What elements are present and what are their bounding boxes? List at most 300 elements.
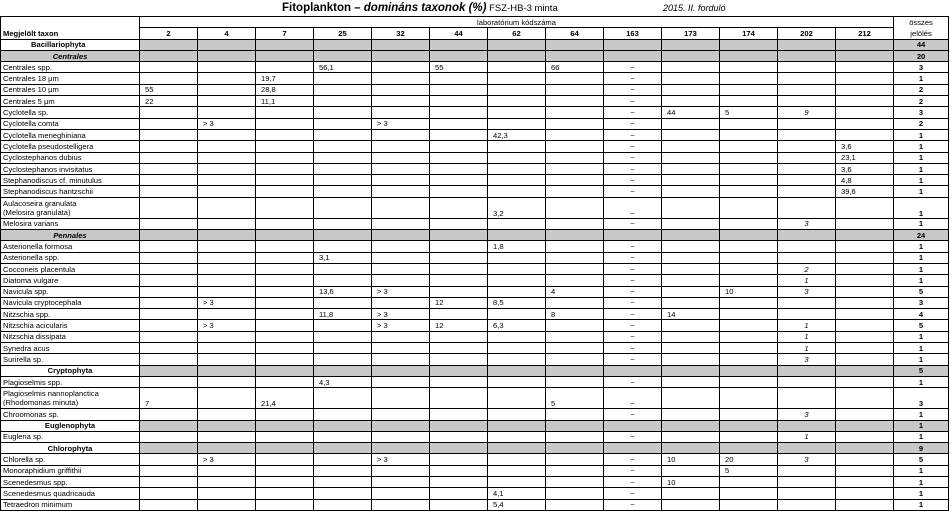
cell-lab-64: 66 [546,62,604,73]
cell-lab-7 [256,197,314,218]
header-row-2 [1,28,949,39]
cell-lab-4 [198,388,256,409]
taxon-name: Nitzschia dissipata [1,331,140,342]
cell-lab-4: > 3 [198,118,256,129]
cell-lab-4 [198,96,256,107]
cell-lab-44 [430,96,488,107]
cell-lab-7 [256,275,314,286]
table-row [1,252,949,263]
cell-lab-25 [314,197,372,218]
cell-lab-163: ~ [604,62,662,73]
row-total: 1 [894,218,949,229]
cell-lab-64 [546,320,604,331]
table-row [1,388,949,409]
cell-lab-163: ~ [604,275,662,286]
cell-lab-173 [662,409,720,420]
cell-lab-25 [314,409,372,420]
cell-lab-163: ~ [604,252,662,263]
cell-lab-32 [372,107,430,118]
cell-lab-174 [720,163,778,174]
cell-lab-64 [546,376,604,387]
cell-lab-173 [662,186,720,197]
cell-lab-7 [256,152,314,163]
cell-lab-4 [198,129,256,140]
cell-lab-212 [836,376,894,387]
total-label-1: összes [894,17,949,28]
lab-code-2: 2 [140,28,198,39]
cell-lab-7 [256,218,314,229]
taxon-name: Nitzschia spp. [1,309,140,320]
cell-lab-62: 8,5 [488,297,546,308]
cell-lab-202: 1 [778,320,836,331]
cell-lab-62 [488,218,546,229]
cell-lab-173 [662,263,720,274]
cell-lab-4 [198,343,256,354]
cell-lab-212 [836,388,894,409]
cell-lab-25 [314,388,372,409]
cell-lab-64: 8 [546,309,604,320]
cell-lab-25: 4,3 [314,376,372,387]
taxon-name: Chlorella sp. [1,454,140,465]
cell-lab-212: 3,6 [836,141,894,152]
cell-lab-44 [430,275,488,286]
cell-lab-25 [314,84,372,95]
cell-lab-212 [836,499,894,510]
group-row [1,420,949,431]
cell-lab-202 [778,465,836,476]
row-total: 20 [894,50,949,61]
cell-lab-174 [720,431,778,442]
row-total: 1 [894,376,949,387]
cell-lab-32: > 3 [372,320,430,331]
cell-lab-2 [140,163,198,174]
round-label: 2015. II. forduló [663,3,726,13]
cell-lab-163: ~ [604,354,662,365]
cell-lab-163: ~ [604,141,662,152]
cell-lab-2 [140,476,198,487]
cell-lab-4 [198,488,256,499]
cell-lab-4 [198,73,256,84]
cell-lab-174 [720,499,778,510]
cell-lab-7: 21,4 [256,388,314,409]
cell-lab-7 [256,331,314,342]
cell-lab-163: ~ [604,320,662,331]
dominant-taxa-table [0,16,949,511]
lab-code-25: 25 [314,28,372,39]
cell-lab-173 [662,297,720,308]
cell-lab-44 [430,218,488,229]
subgroup-name: Centrales [1,50,140,61]
cell-lab-4 [198,275,256,286]
lab-code-202: 202 [778,28,836,39]
cell-lab-212 [836,343,894,354]
cell-lab-4 [198,263,256,274]
cell-lab-62: 4,1 [488,488,546,499]
taxon-name: Asterionella spp. [1,252,140,263]
cell-lab-212: 4,8 [836,175,894,186]
cell-lab-174 [720,118,778,129]
cell-lab-163: ~ [604,118,662,129]
cell-lab-212 [836,107,894,118]
cell-lab-44 [430,152,488,163]
taxon-name [1,388,140,409]
cell-lab-202: 3 [778,454,836,465]
cell-lab-44 [430,376,488,387]
table-row [1,186,949,197]
cell-lab-202: 1 [778,331,836,342]
row-total: 5 [894,365,949,376]
cell-lab-64 [546,476,604,487]
cell-lab-62 [488,465,546,476]
row-total: 1 [894,409,949,420]
cell-lab-7 [256,118,314,129]
cell-lab-25 [314,320,372,331]
row-total: 1 [894,275,949,286]
cell-lab-4 [198,499,256,510]
cell-lab-32 [372,331,430,342]
cell-lab-173 [662,62,720,73]
cell-lab-7 [256,141,314,152]
cell-lab-4 [198,107,256,118]
cell-lab-173 [662,96,720,107]
cell-lab-44 [430,107,488,118]
cell-lab-44 [430,488,488,499]
cell-lab-174 [720,96,778,107]
cell-lab-62 [488,152,546,163]
table-title [0,0,952,16]
taxon-name: Cyclotella sp. [1,107,140,118]
cell-lab-163: ~ [604,309,662,320]
cell-lab-44 [430,252,488,263]
cell-lab-173 [662,152,720,163]
cell-lab-25 [314,465,372,476]
cell-lab-174: 20 [720,454,778,465]
cell-lab-173 [662,343,720,354]
cell-lab-2 [140,186,198,197]
cell-lab-64 [546,186,604,197]
cell-lab-163: ~ [604,376,662,387]
cell-lab-174 [720,263,778,274]
lab-code-64: 64 [546,28,604,39]
cell-lab-32 [372,96,430,107]
cell-lab-25 [314,163,372,174]
cell-lab-44 [430,163,488,174]
cell-lab-212 [836,84,894,95]
cell-lab-202 [778,73,836,84]
cell-lab-173 [662,376,720,387]
cell-lab-64 [546,96,604,107]
cell-lab-174 [720,241,778,252]
cell-lab-62 [488,175,546,186]
cell-lab-202 [778,152,836,163]
cell-lab-7 [256,107,314,118]
cell-lab-4 [198,62,256,73]
cell-lab-2 [140,454,198,465]
cell-lab-4 [198,286,256,297]
cell-lab-163: ~ [604,388,662,409]
cell-lab-62 [488,454,546,465]
cell-lab-202 [778,163,836,174]
row-total: 3 [894,62,949,73]
cell-lab-174 [720,62,778,73]
cell-lab-64 [546,409,604,420]
table-row [1,343,949,354]
taxon-name: Diatoma vulgare [1,275,140,286]
cell-lab-62 [488,163,546,174]
cell-lab-32 [372,163,430,174]
cell-lab-212 [836,331,894,342]
cell-lab-32 [372,297,430,308]
cell-lab-4 [198,152,256,163]
taxon-name: Centrales 10 μm [1,84,140,95]
cell-lab-44 [430,409,488,420]
cell-lab-32 [372,175,430,186]
cell-lab-44 [430,73,488,84]
cell-lab-64 [546,297,604,308]
cell-lab-202 [778,118,836,129]
cell-lab-163: ~ [604,286,662,297]
cell-lab-25 [314,129,372,140]
table-row [1,73,949,84]
table-row [1,129,949,140]
taxon-name: Cyclotella comta [1,118,140,129]
cell-lab-62 [488,107,546,118]
table-row [1,118,949,129]
cell-lab-212: 39,6 [836,186,894,197]
cell-lab-32 [372,73,430,84]
subgroup-row [1,230,949,241]
taxon-name: Plagioselmis spp. [1,376,140,387]
lab-code-173: 173 [662,28,720,39]
cell-lab-64 [546,163,604,174]
table-row [1,297,949,308]
cell-lab-44 [430,263,488,274]
cell-lab-212: 23,1 [836,152,894,163]
cell-lab-2 [140,465,198,476]
cell-lab-7 [256,431,314,442]
taxon-label: Megjelölt taxon [1,28,140,39]
table-row [1,107,949,118]
cell-lab-212 [836,320,894,331]
cell-lab-7 [256,263,314,274]
group-name: Bacillariophyta [1,39,140,50]
cell-lab-25 [314,354,372,365]
cell-lab-173 [662,163,720,174]
lab-code-label: laboratórium kódszáma [140,17,894,28]
cell-lab-174: 10 [720,286,778,297]
cell-lab-32 [372,197,430,218]
cell-lab-64 [546,175,604,186]
cell-lab-2 [140,175,198,186]
cell-lab-2 [140,354,198,365]
cell-lab-163: ~ [604,297,662,308]
title-main: Fitoplankton – domináns taxonok (%) FSZ-HB-3 minta [282,2,558,14]
taxon-name: Centrales 18 μm [1,73,140,84]
cell-lab-174 [720,388,778,409]
cell-lab-44 [430,118,488,129]
cell-lab-32: > 3 [372,118,430,129]
cell-lab-2 [140,62,198,73]
cell-lab-64: 4 [546,286,604,297]
cell-lab-202: 1 [778,343,836,354]
cell-lab-7: 19,7 [256,73,314,84]
row-total: 1 [894,175,949,186]
row-total: 2 [894,84,949,95]
lab-code-62: 62 [488,28,546,39]
cell-lab-212 [836,454,894,465]
table-row [1,84,949,95]
cell-lab-32: > 3 [372,286,430,297]
cell-lab-212 [836,465,894,476]
cell-lab-2 [140,218,198,229]
cell-lab-2: 22 [140,96,198,107]
taxon-name-line1: Aulacoseira granulata [3,198,77,208]
cell-lab-25 [314,73,372,84]
cell-lab-7 [256,354,314,365]
cell-lab-62 [488,141,546,152]
cell-lab-64 [546,488,604,499]
cell-lab-25: 11,8 [314,309,372,320]
cell-lab-163: ~ [604,186,662,197]
cell-lab-7 [256,309,314,320]
cell-lab-62 [488,286,546,297]
row-total: 1 [894,465,949,476]
cell-lab-173: 14 [662,309,720,320]
cell-lab-7 [256,186,314,197]
cell-lab-4 [198,186,256,197]
cell-lab-174 [720,320,778,331]
cell-lab-202 [778,197,836,218]
cell-lab-62: 3,2 [488,197,546,218]
cell-lab-212 [836,252,894,263]
table-row [1,263,949,274]
cell-lab-173 [662,118,720,129]
row-total: 1 [894,186,949,197]
row-total: 1 [894,488,949,499]
table-row [1,309,949,320]
cell-lab-202 [778,241,836,252]
table-row [1,163,949,174]
subgroup-name: Pennales [1,230,140,241]
cell-lab-4 [198,141,256,152]
table-row [1,197,949,218]
cell-lab-212 [836,241,894,252]
cell-lab-4 [198,309,256,320]
cell-lab-212 [836,431,894,442]
cell-lab-163: ~ [604,107,662,118]
cell-lab-2 [140,118,198,129]
taxon-name: Tetraedron minimum [1,499,140,510]
taxon-name: Navicula spp. [1,286,140,297]
cell-lab-25 [314,343,372,354]
cell-lab-25 [314,118,372,129]
cell-lab-163: ~ [604,218,662,229]
cell-lab-32 [372,476,430,487]
cell-lab-174 [720,331,778,342]
table-row [1,409,949,420]
cell-lab-25: 13,6 [314,286,372,297]
cell-lab-62 [488,409,546,420]
cell-lab-2: 55 [140,84,198,95]
cell-lab-4 [198,163,256,174]
cell-lab-64 [546,218,604,229]
taxon-name: Monoraphidium griffithii [1,465,140,476]
cell-lab-163: ~ [604,175,662,186]
cell-lab-202 [778,96,836,107]
cell-lab-64 [546,197,604,218]
cell-lab-44 [430,354,488,365]
cell-lab-174: 5 [720,107,778,118]
cell-lab-7 [256,409,314,420]
row-total: 1 [894,354,949,365]
row-total: 5 [894,286,949,297]
cell-lab-2 [140,252,198,263]
cell-lab-173 [662,252,720,263]
cell-lab-202 [778,252,836,263]
cell-lab-212 [836,297,894,308]
cell-lab-7 [256,465,314,476]
cell-lab-202: 1 [778,275,836,286]
table-row [1,476,949,487]
cell-lab-7 [256,163,314,174]
cell-lab-212 [836,286,894,297]
row-total: 1 [894,499,949,510]
cell-lab-25 [314,175,372,186]
cell-lab-62 [488,62,546,73]
row-total: 1 [894,343,949,354]
cell-lab-64 [546,84,604,95]
cell-lab-32 [372,499,430,510]
cell-lab-32: > 3 [372,454,430,465]
cell-lab-4 [198,241,256,252]
table-row [1,275,949,286]
table-row [1,499,949,510]
cell-lab-2 [140,343,198,354]
cell-lab-62 [488,84,546,95]
taxon-name: Cyclotella pseudostelligera [1,141,140,152]
row-total: 4 [894,309,949,320]
row-total: 1 [894,141,949,152]
cell-lab-173 [662,286,720,297]
cell-lab-62 [488,96,546,107]
cell-lab-7 [256,252,314,263]
cell-lab-62 [488,252,546,263]
total-label-2: jelölés [894,28,949,39]
taxon-name: Cocconeis placentula [1,263,140,274]
cell-lab-173 [662,218,720,229]
cell-lab-163: ~ [604,409,662,420]
cell-lab-32 [372,354,430,365]
row-total: 1 [894,431,949,442]
cell-lab-173 [662,320,720,331]
subgroup-row [1,50,949,61]
table-row [1,286,949,297]
row-total: 3 [894,297,949,308]
cell-lab-64 [546,499,604,510]
cell-lab-4 [198,175,256,186]
group-row [1,39,949,50]
taxon-name-line2: (Melosira granulata) [3,207,71,217]
cell-lab-7 [256,488,314,499]
cell-lab-62 [488,476,546,487]
cell-lab-202: 3 [778,409,836,420]
row-total: 1 [894,152,949,163]
cell-lab-173: 10 [662,476,720,487]
cell-lab-2 [140,275,198,286]
header-row-1 [1,17,949,28]
table-row [1,331,949,342]
table-row [1,62,949,73]
